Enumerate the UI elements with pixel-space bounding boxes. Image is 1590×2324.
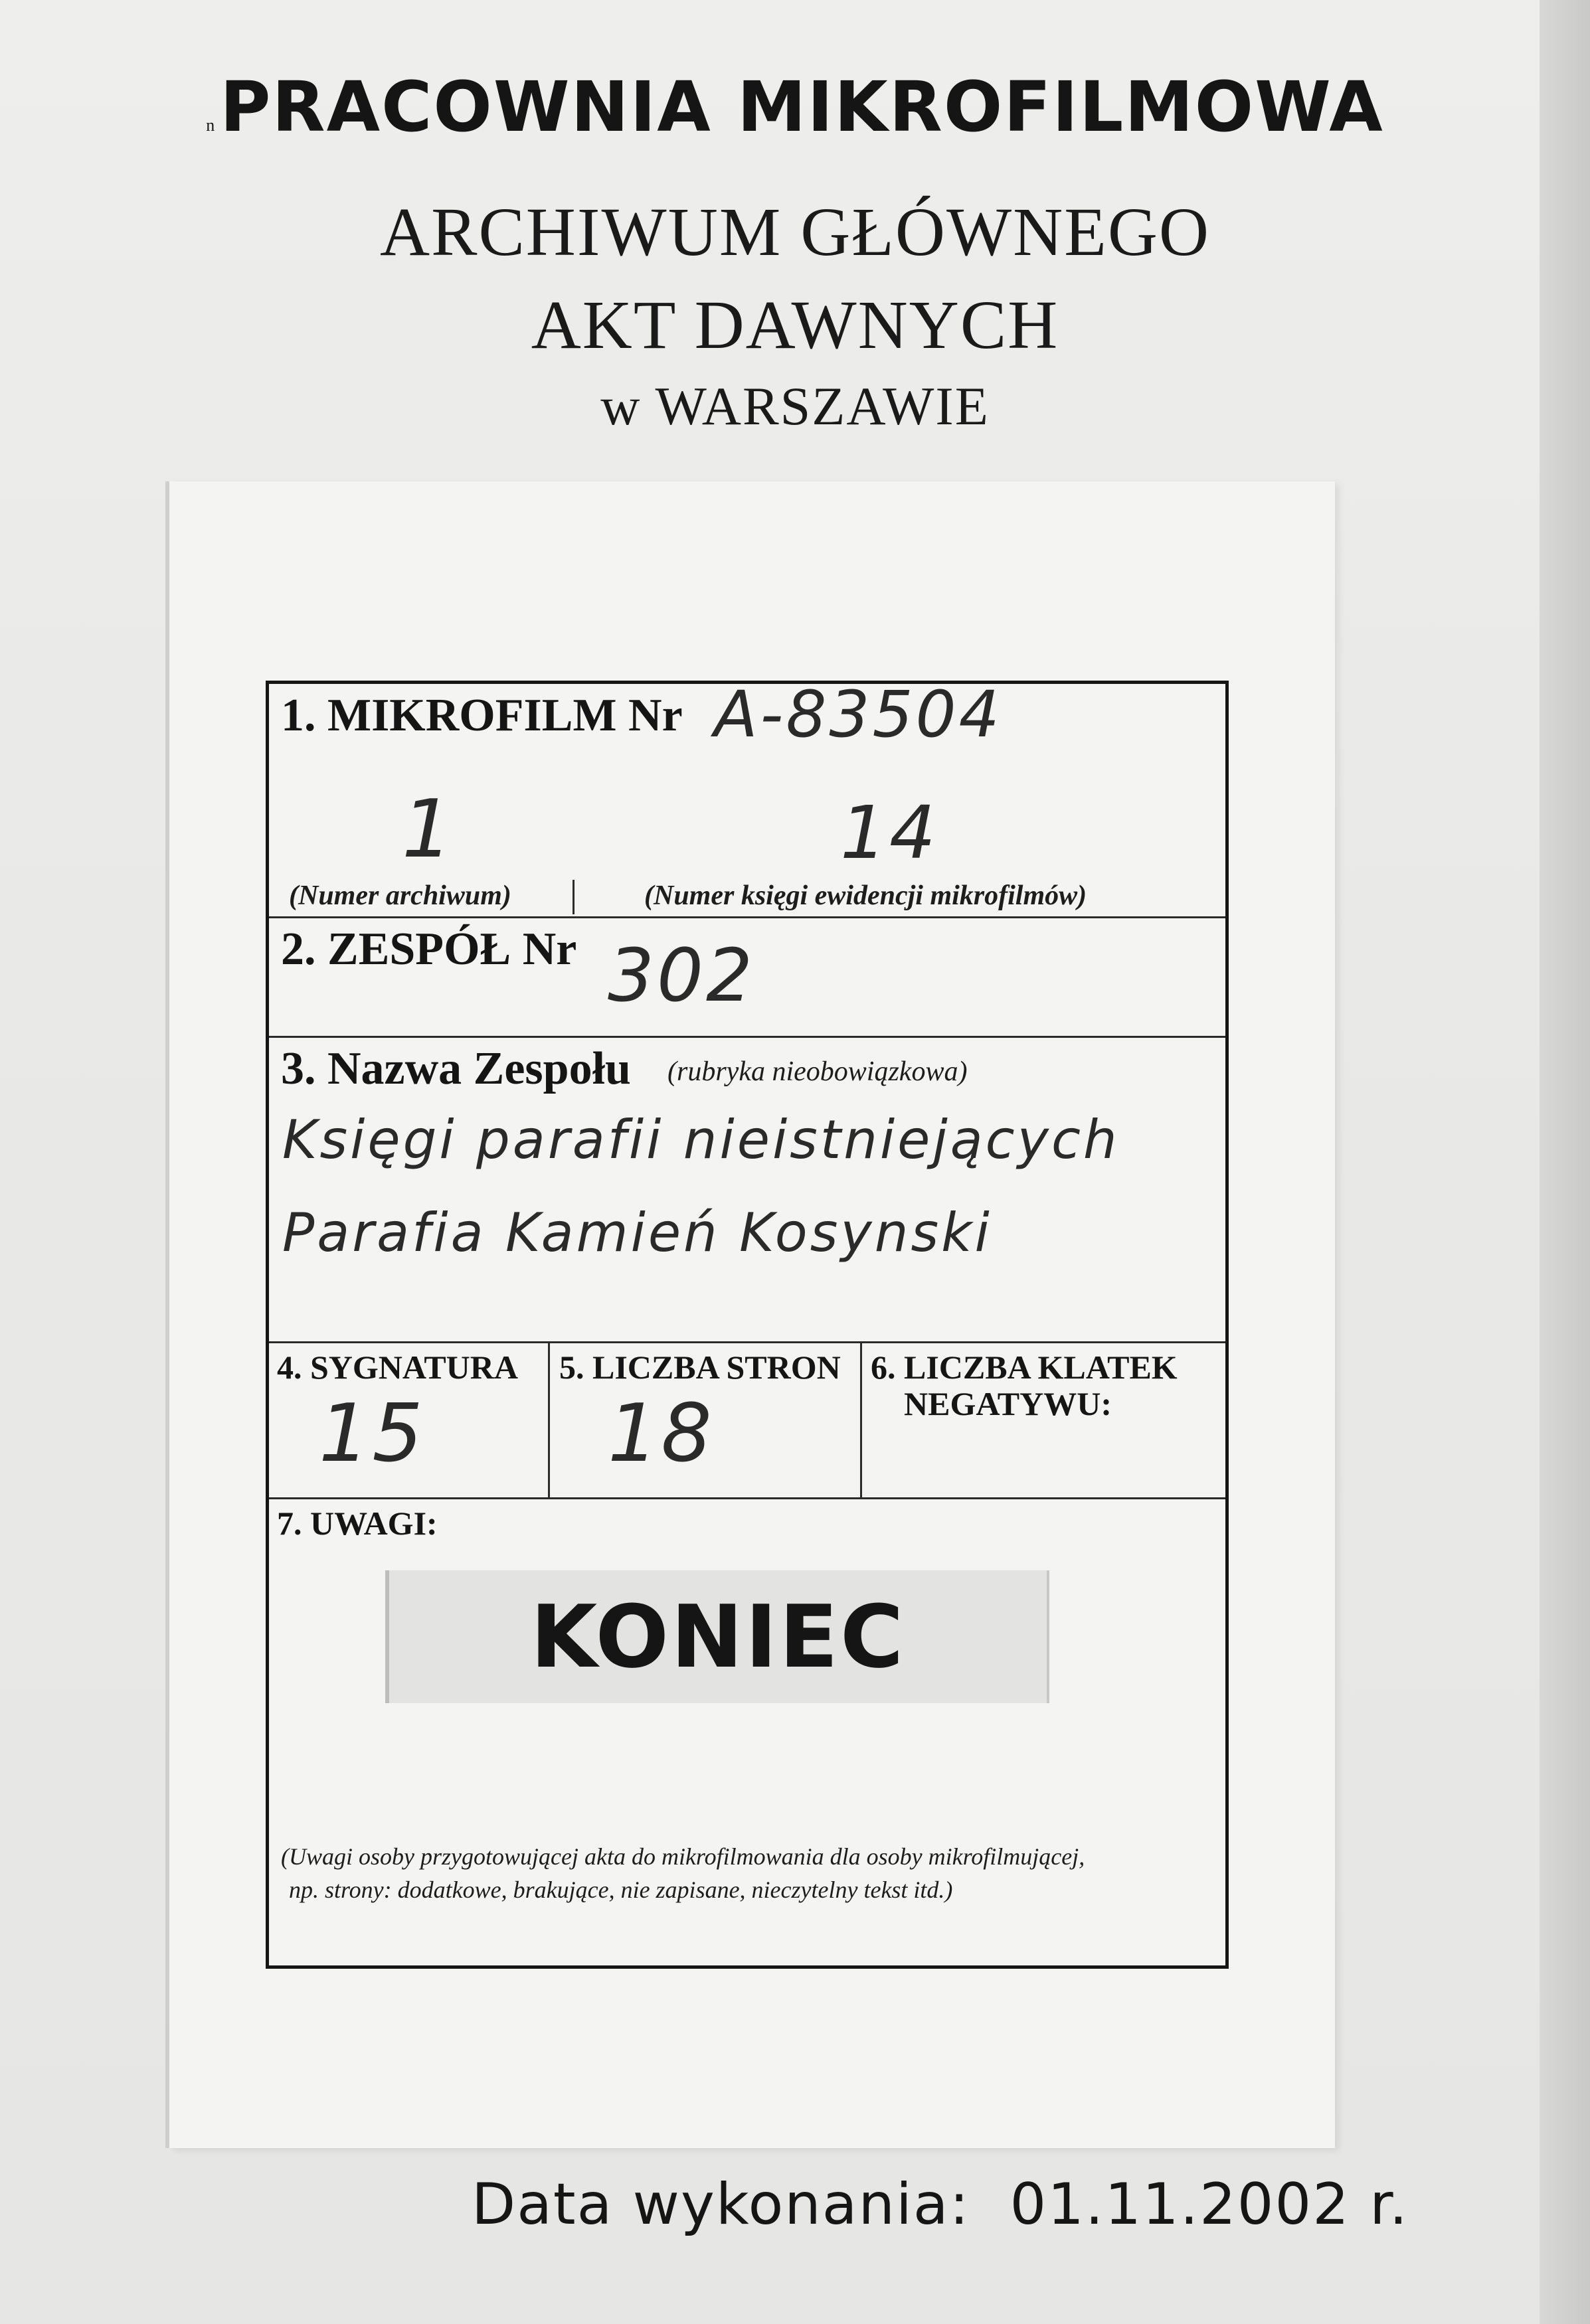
completion-date bbox=[472, 2171, 1409, 2238]
microfilm-number-label: 1. MIKROFILM Nr bbox=[281, 690, 683, 741]
signature-label: 4. SYGNATURA bbox=[277, 1349, 518, 1386]
header-title-text: PRACOWNIA MIKROFILMOWA bbox=[220, 66, 1384, 147]
fonds-name-value-line1: Księgi parafii nieistniejących bbox=[282, 1109, 1120, 1171]
frame-count-label-line1: 6. LICZBA KLATEK bbox=[871, 1349, 1178, 1386]
microfilm-number-value: A-83504 bbox=[714, 677, 1002, 752]
row-divider-4 bbox=[269, 1497, 1225, 1499]
header-prefix: n bbox=[206, 116, 217, 135]
fonds-name-label: 3. Nazwa Zespołu bbox=[281, 1043, 631, 1094]
archive-number-caption: (Numer archiwum) bbox=[289, 880, 511, 911]
caption-divider bbox=[573, 880, 574, 914]
remarks-note-line2: np. strony: dodatkowe, brakujące, nie zapisane, nieczytelny tekst itd.) bbox=[289, 1876, 953, 1903]
ledger-number-caption: (Numer księgi ewidencji mikrofilmów) bbox=[644, 880, 1087, 911]
remarks-label: 7. UWAGI: bbox=[277, 1505, 438, 1542]
header-line-archive: ARCHIWUM GŁÓWNEGO bbox=[379, 194, 1211, 270]
column-divider-2 bbox=[860, 1341, 862, 1497]
fonds-number-label: 2. ZESPÓŁ Nr bbox=[281, 924, 577, 975]
header-line-acts: AKT DAWNYCH bbox=[531, 287, 1059, 363]
archive-number-value: 1 bbox=[402, 784, 456, 876]
completion-date-value: 01.11.2002 r. bbox=[1010, 2171, 1409, 2238]
microfilm-form bbox=[266, 677, 1229, 1969]
column-divider-1 bbox=[548, 1341, 550, 1497]
completion-date-label: Data wykonania: bbox=[472, 2171, 970, 2238]
frame-count-label-line2: NEGATYWU: bbox=[904, 1385, 1112, 1422]
end-stamp bbox=[385, 1570, 1049, 1703]
ledger-number-value: 14 bbox=[840, 790, 938, 875]
row-divider-2 bbox=[269, 1036, 1225, 1038]
page-count-label: 5. LICZBA STRON bbox=[559, 1349, 841, 1386]
row-divider-1 bbox=[269, 916, 1225, 918]
remarks-note-line1: (Uwagi osoby przygotowującej akta do mikrofilmowania dla osoby mikrofilmującej, bbox=[281, 1843, 1085, 1870]
fonds-name-caption: (rubryka nieobowiązkowa) bbox=[667, 1056, 968, 1087]
fonds-number-value: 302 bbox=[608, 933, 755, 1018]
header-title bbox=[0, 66, 1590, 147]
signature-value: 15 bbox=[319, 1388, 426, 1480]
header-line-city: w WARSZAWIE bbox=[600, 376, 990, 436]
row-divider-3 bbox=[269, 1341, 1225, 1343]
fonds-name-value-line2: Parafia Kamień Kosynski bbox=[282, 1202, 992, 1264]
page-count-value: 18 bbox=[608, 1388, 715, 1480]
end-stamp-text: KONIEC bbox=[530, 1586, 906, 1687]
